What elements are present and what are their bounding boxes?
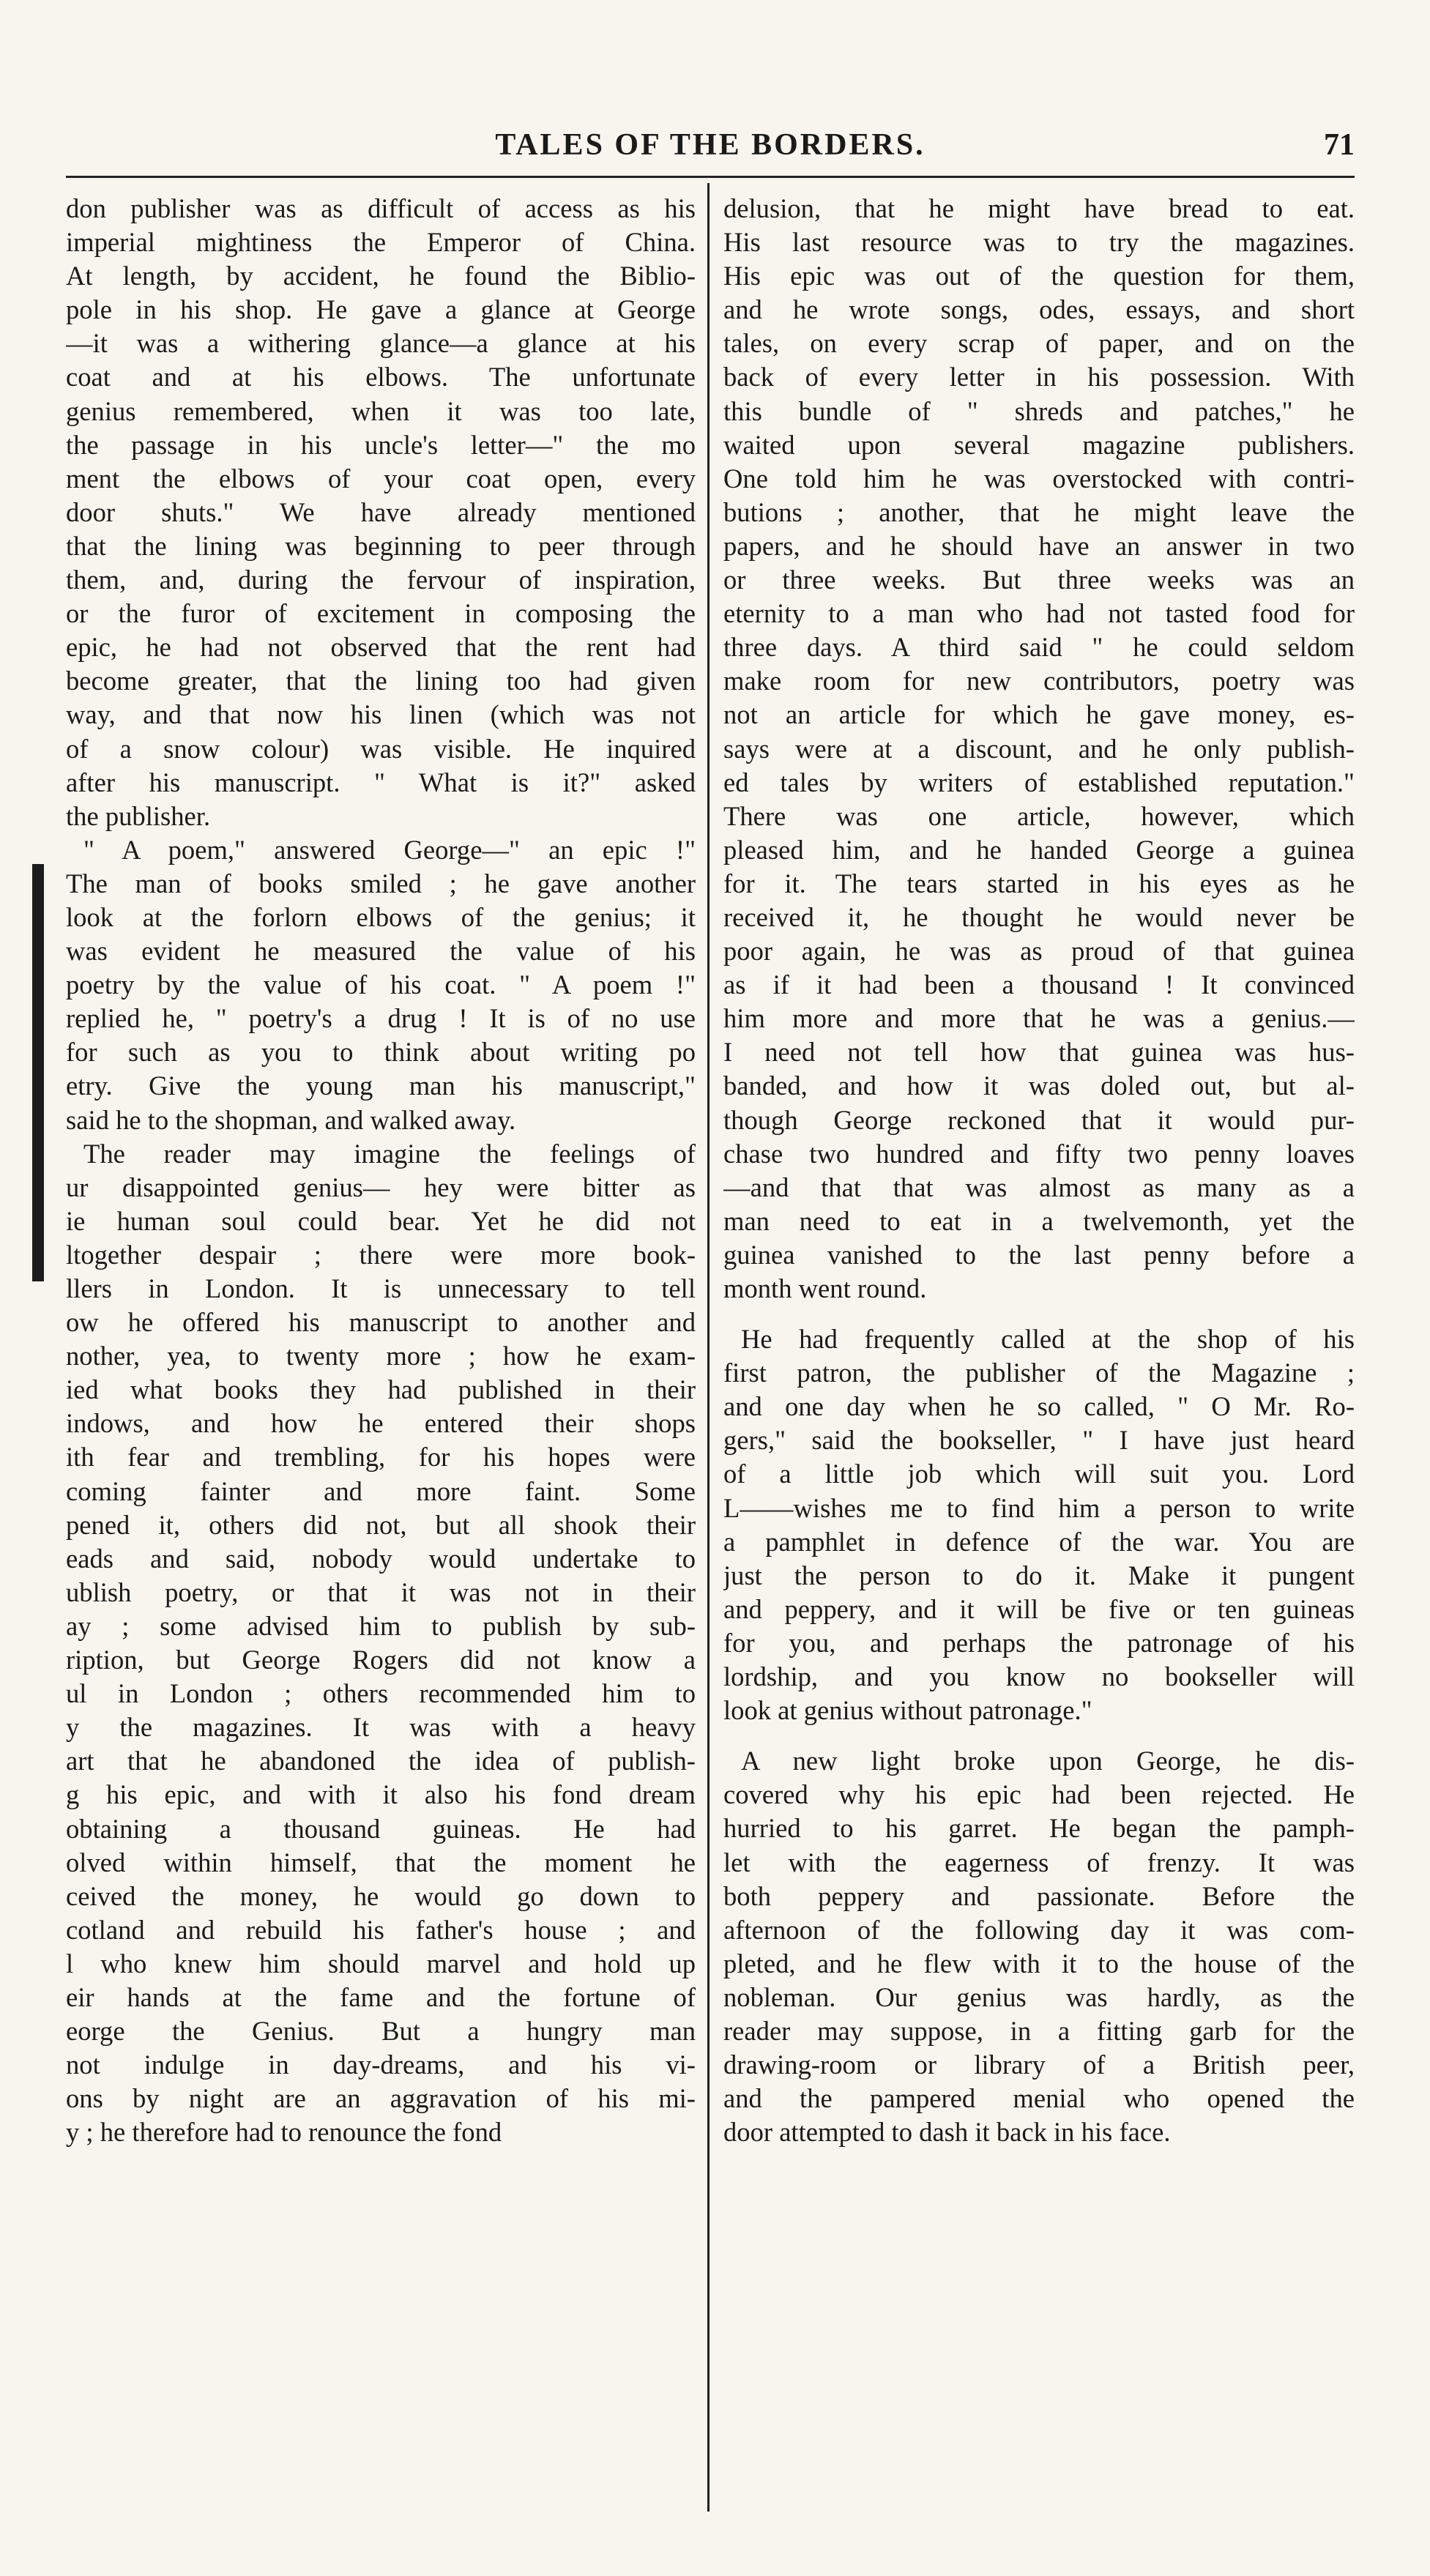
text-line: or three weeks. But three weeks was an (723, 565, 1355, 595)
text-line: A new light broke upon George, he dis- (741, 1746, 1355, 1776)
text-line: L——wishes me to find him a person to write (723, 1492, 1355, 1523)
text-line: —it was a withering glance—a glance at his (66, 328, 696, 359)
text-line: eorge the Genius. But a hungry man (66, 2016, 696, 2047)
text-line: l who knew him should marvel and hold up (66, 1948, 696, 1978)
text-line: three days. A third said " he could seldom (723, 632, 1355, 663)
text-line: eternity to a man who had not tasted food for (723, 598, 1355, 629)
text-line: ith fear and trembling, for his hopes were (66, 1442, 696, 1473)
text-line: not indulge in day-dreams, and his vi- (66, 2050, 696, 2080)
text-line: ur disappointed genius— hey were bitter as (66, 1172, 696, 1202)
text-line: just the person to do it. Make it pungent (723, 1560, 1355, 1590)
text-line: and he wrote songs, odes, essays, and short (723, 294, 1355, 325)
text-line: nobleman. Our genius was hardly, as the (723, 1981, 1355, 2012)
text-line: waited upon several magazine publishers. (723, 429, 1355, 460)
text-line: door attempted to dash it back in his face. (723, 2117, 1171, 2148)
text-line: of a little job which will suit you. Lord (723, 1459, 1355, 1489)
text-line: ie human soul could bear. Yet he did not (66, 1205, 696, 1236)
column-divider (707, 183, 710, 2512)
text-line: first patron, the publisher of the Magazine ; (723, 1358, 1355, 1388)
text-line: eir hands at the fame and the fortune of (66, 1981, 696, 2012)
text-line: ul in London ; others recommended him to (66, 1678, 696, 1709)
text-line: ltogether despair ; there were more book- (66, 1239, 696, 1270)
text-line: ay ; some advised him to publish by sub- (66, 1610, 696, 1641)
running-title: TALES OF THE BORDERS. (495, 128, 926, 162)
text-line: The man of books smiled ; he gave another (66, 868, 696, 898)
text-line: coat and at his elbows. The unfortunate (66, 362, 696, 392)
text-line: gers," said the bookseller, " I have just heard (723, 1425, 1355, 1456)
text-line: become greater, that the lining too had given (66, 666, 696, 696)
text-line: y ; he therefore had to renounce the fond (66, 2117, 502, 2148)
text-line: covered why his epic had been rejected. He (723, 1779, 1355, 1810)
text-line: pole in his shop. He gave a glance at George (66, 294, 696, 325)
text-line: ceived the money, he would go down to (66, 1880, 696, 1911)
text-line: He had frequently called at the shop of his (741, 1324, 1355, 1355)
text-line: ment the elbows of your coat open, every (66, 463, 696, 494)
text-line: ublish poetry, or that it was not in their (66, 1577, 696, 1607)
text-line: or the furor of excitement in composing the (66, 598, 696, 629)
text-line: One told him he was overstocked with contri- (723, 463, 1355, 494)
text-line: don publisher was as difficult of access as his (66, 193, 696, 223)
text-line: y the magazines. It was with a heavy (66, 1712, 696, 1743)
text-line: and the pampered menial who opened the (723, 2083, 1355, 2114)
text-line: a pamphlet in defence of the war. You are (723, 1526, 1355, 1557)
text-line: after his manuscript. " What is it?" asked (66, 767, 696, 797)
text-line: replied he, " poetry's a drug ! It is of no use (66, 1003, 696, 1034)
text-line: them, and, during the fervour of inspiration, (66, 565, 696, 595)
text-line: him more and more that he was a genius.— (723, 1003, 1355, 1034)
text-line: the passage in his uncle's letter—" the mo (66, 429, 696, 460)
text-line: back of every letter in his possession. With (723, 362, 1355, 392)
text-line: delusion, that he might have bread to eat. (723, 193, 1355, 223)
text-line: as if it had been a thousand ! It convinced (723, 969, 1355, 1000)
text-line: butions ; another, that he might leave the (723, 496, 1355, 527)
text-line: eads and said, nobody would undertake to (66, 1543, 696, 1574)
text-line: reader may suppose, in a fitting garb for the (723, 2015, 1355, 2046)
text-line: olved within himself, that the moment he (66, 1847, 696, 1877)
text-line: look at genius without patronage." (723, 1695, 1092, 1726)
text-line: for you, and perhaps the patronage of his (723, 1627, 1355, 1658)
text-line: ied what books they had published in their (66, 1374, 696, 1405)
text-line: way, and that now his linen (which was not (66, 699, 696, 730)
text-line: llers in London. It is unnecessary to tell (66, 1273, 696, 1303)
text-line: The reader may imagine the feelings of (83, 1138, 696, 1169)
text-line: poetry by the value of his coat. " A poem !" (66, 969, 696, 1000)
text-line: —and that that was almost as many as a (723, 1172, 1355, 1202)
text-line: month went round. (723, 1273, 927, 1303)
margin-ink-mark (32, 864, 44, 1281)
text-line: ed tales by writers of established reputation." (723, 767, 1355, 797)
text-line: pleted, and he flew with it to the house of the (723, 1948, 1355, 1978)
text-line: lordship, and you know no bookseller will (723, 1661, 1355, 1692)
text-line: His epic was out of the question for them, (723, 261, 1355, 291)
text-line: man need to eat in a twelvemonth, yet the (723, 1205, 1355, 1236)
text-line: for it. The tears started in his eyes as he (723, 868, 1355, 898)
text-line: I need not tell how that guinea was hus- (723, 1037, 1355, 1068)
text-line: art that he abandoned the idea of publish- (66, 1746, 696, 1776)
text-line: received it, he thought he would never be (723, 901, 1355, 932)
text-line: poor again, he was as proud of that guinea (723, 936, 1355, 967)
text-line: guinea vanished to the last penny before a (723, 1239, 1355, 1270)
text-line: cotland and rebuild his father's house ; and (66, 1914, 696, 1945)
left-column (66, 192, 696, 2149)
text-line: this bundle of " shreds and patches," he (723, 395, 1355, 426)
text-line: " A poem," answered George—" an epic !" (83, 834, 696, 865)
text-line: both peppery and passionate. Before the (723, 1880, 1355, 1911)
page-header (66, 123, 1355, 174)
text-line: ons by night are an aggravation of his mi- (66, 2083, 696, 2114)
text-line: coming fainter and more faint. Some (66, 1475, 696, 1506)
text-line: ow he offered his manuscript to another and (66, 1307, 696, 1338)
text-line: banded, and how it was doled out, but al- (723, 1071, 1355, 1101)
text-line: let with the eagerness of frenzy. It was (723, 1847, 1355, 1877)
page-number: 71 (1324, 128, 1355, 162)
text-line: papers, and he should have an answer in two (723, 530, 1355, 561)
text-line: epic, he had not observed that the rent had (66, 632, 696, 663)
text-line: door shuts." We have already mentioned (66, 496, 696, 527)
text-line: obtaining a thousand guineas. He had (66, 1813, 696, 1844)
text-line: and peppery, and it will be five or ten guineas (723, 1593, 1355, 1624)
text-line: genius remembered, when it was too late, (66, 395, 696, 426)
text-line: tales, on every scrap of paper, and on the (723, 328, 1355, 359)
text-line: the publisher. (66, 800, 211, 831)
text-line: and one day when he so called, " O Mr. Ro- (723, 1391, 1355, 1422)
text-line: nother, yea, to twenty more ; how he exam- (66, 1341, 696, 1371)
text-line: At length, by accident, he found the Biblio- (66, 261, 696, 291)
text-line: imperial mightiness the Emperor of China. (66, 227, 696, 258)
text-line: of a snow colour) was visible. He inquired (66, 733, 696, 764)
text-line: chase two hundred and fifty two penny loaves (723, 1138, 1355, 1169)
text-line: make room for new contributors, poetry was (723, 666, 1355, 696)
text-line: etry. Give the young man his manuscript," (66, 1071, 696, 1101)
text-line: There was one article, however, which (723, 800, 1355, 831)
right-column (723, 192, 1355, 2149)
text-line: was evident he measured the value of his (66, 936, 696, 967)
text-line: said he to the shopman, and walked away. (66, 1104, 516, 1135)
header-rule (66, 176, 1355, 178)
text-line: for such as you to think about writing po (66, 1037, 696, 1068)
text-line: pleased him, and he handed George a guinea (723, 834, 1355, 865)
text-line: indows, and how he entered their shops (66, 1408, 696, 1439)
text-line: look at the forlorn elbows of the genius; it (66, 901, 696, 932)
text-line: says were at a discount, and he only publish- (723, 733, 1355, 764)
text-line: g his epic, and with it also his fond dream (66, 1779, 696, 1810)
text-line: that the lining was beginning to peer through (66, 530, 696, 561)
text-line: His last resource was to try the magazines. (723, 227, 1355, 258)
text-line: ription, but George Rogers did not know a (66, 1645, 696, 1675)
text-line: though George reckoned that it would pur- (723, 1104, 1355, 1135)
text-line: afternoon of the following day it was com- (723, 1914, 1355, 1945)
text-line: not an article for which he gave money, es- (723, 699, 1355, 730)
text-line: drawing-room or library of a British peer, (723, 2050, 1355, 2080)
text-line: hurried to his garret. He began the pamph- (723, 1813, 1355, 1844)
text-line: pened it, others did not, but all shook their (66, 1509, 696, 1540)
